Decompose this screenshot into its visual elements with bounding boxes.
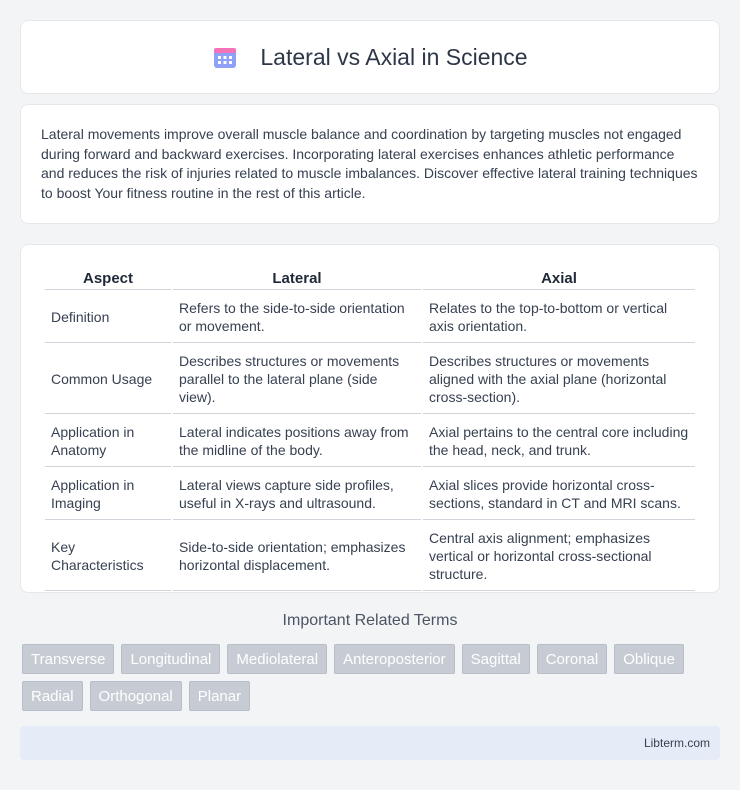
- footer: [20, 726, 720, 760]
- cell-aspect: Application in Anatomy: [45, 416, 171, 467]
- cell-axial: Central axis alignment; emphasizes vertical or horizontal cross-sectional structure.: [423, 522, 695, 591]
- cell-aspect: Key Characteristics: [45, 522, 171, 591]
- term-tag[interactable]: Transverse: [22, 644, 114, 674]
- related-terms-list: [22, 644, 722, 711]
- footer-site-link[interactable]: Libterm.com: [643, 736, 710, 750]
- term-tag[interactable]: Oblique: [614, 644, 684, 674]
- term-tag[interactable]: Radial: [22, 681, 83, 711]
- term-tag[interactable]: Planar: [189, 681, 250, 711]
- comparison-card: [20, 244, 720, 593]
- related-terms-title: Important Related Terms: [282, 612, 458, 629]
- table-row: [45, 416, 695, 467]
- comparison-table: [43, 265, 697, 593]
- cell-axial: Describes structures or movements aligned with the axial plane (horizontal cross-section).: [423, 345, 695, 414]
- header-lateral: Lateral: [173, 267, 421, 290]
- header-aspect: Aspect: [45, 267, 171, 290]
- intro-text: Lateral movements improve overall muscle balance and coordination by targeting muscles not engaged during forward and backward exercises. Incorporating lateral exercises enhances athletic performance and reduces the risk of injuries related to muscle imbalances. Discover effective lateral training techniques to boost Your fitness routine in the rest of this article.: [41, 126, 698, 201]
- calendar-icon: [212, 44, 238, 70]
- term-tag[interactable]: Anteroposterior: [334, 644, 455, 674]
- table-row: [45, 469, 695, 520]
- term-tag[interactable]: Orthogonal: [90, 681, 182, 711]
- cell-axial: Axial slices provide horizontal cross-sections, standard in CT and MRI scans.: [423, 469, 695, 520]
- cell-lateral: Describes structures or movements parallel to the lateral plane (side view).: [173, 345, 421, 414]
- cell-axial: Relates to the top-to-bottom or vertical axis orientation.: [423, 292, 695, 343]
- cell-lateral: Lateral indicates positions away from the midline of the body.: [173, 416, 421, 467]
- header-card: [20, 20, 720, 94]
- cell-lateral: Side-to-side orientation; emphasizes horizontal displacement.: [173, 522, 421, 591]
- table-row: [45, 522, 695, 591]
- cell-aspect: Definition: [45, 292, 171, 343]
- cell-lateral: Lateral views capture side profiles, useful in X-rays and ultrasound.: [173, 469, 421, 520]
- term-tag[interactable]: Sagittal: [462, 644, 530, 674]
- term-tag[interactable]: Mediolateral: [227, 644, 327, 674]
- table-row: [45, 345, 695, 414]
- term-tag[interactable]: Longitudinal: [121, 644, 220, 674]
- cell-axial: Axial pertains to the central core including the head, neck, and trunk.: [423, 416, 695, 467]
- page-title: Lateral vs Axial in Science: [260, 43, 528, 70]
- intro-card: [20, 104, 720, 224]
- cell-aspect: Common Usage: [45, 345, 171, 414]
- cell-lateral: Refers to the side-to-side orientation or movement.: [173, 292, 421, 343]
- term-tag[interactable]: Coronal: [537, 644, 608, 674]
- header-axial: Axial: [423, 267, 695, 290]
- table-header-row: [45, 267, 695, 290]
- table-row: [45, 292, 695, 343]
- cell-aspect: Application in Imaging: [45, 469, 171, 520]
